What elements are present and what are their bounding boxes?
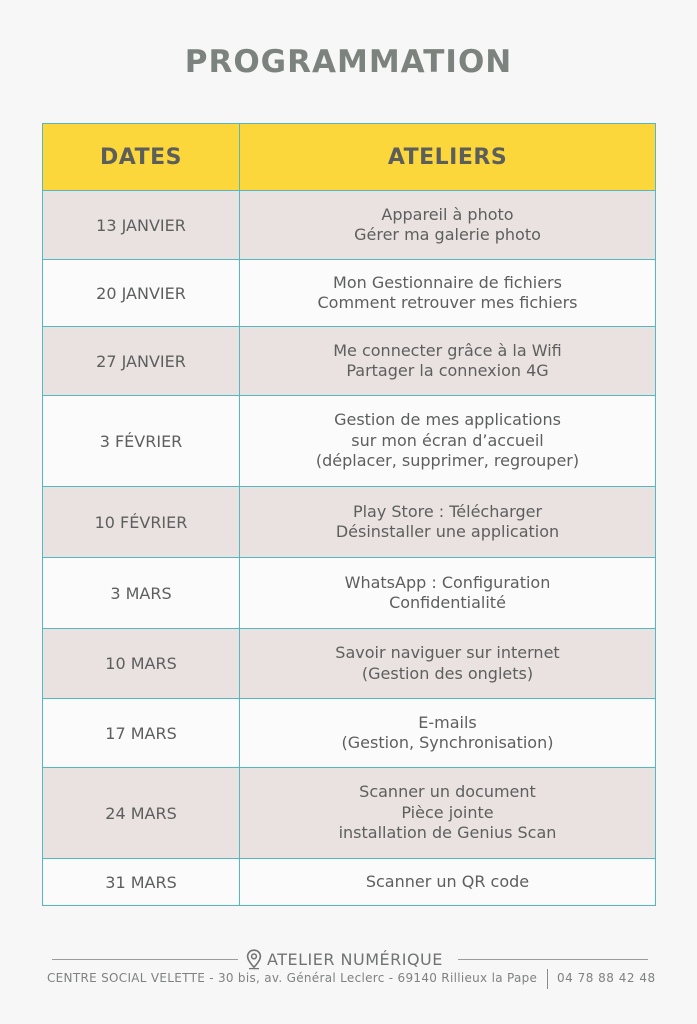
row-atelier <box>240 629 656 699</box>
header-ateliers: ATELIERS <box>240 124 656 191</box>
row-atelier <box>240 699 656 768</box>
program-table <box>42 123 656 906</box>
location-pin-icon <box>246 949 262 970</box>
atelier-line: Confidentialité <box>389 593 506 612</box>
row-atelier <box>240 396 656 487</box>
row-atelier <box>240 558 656 629</box>
atelier-line: WhatsApp : Configuration <box>344 572 551 592</box>
table-header-row <box>43 124 656 191</box>
atelier-line: Partager la connexion 4G <box>346 361 549 380</box>
footer-separator <box>547 969 548 989</box>
atelier-line: Pièce jointe <box>401 802 494 822</box>
atelier-line: (Gestion, Synchronisation) <box>341 733 554 752</box>
atelier-line: Scanner un QR code <box>365 871 530 891</box>
atelier-line: Appareil à photo <box>381 204 514 224</box>
table-row <box>43 191 656 260</box>
row-atelier <box>240 768 656 859</box>
footer-brand <box>246 946 443 972</box>
atelier-line: Comment retrouver mes fichiers <box>317 293 578 312</box>
header-dates: DATES <box>43 124 240 191</box>
footer-address: CENTRE SOCIAL VELETTE - 30 bis, av. Général Leclerc - 69140 Rillieux la Pape <box>47 971 538 985</box>
atelier-line: E-mails <box>418 712 477 732</box>
atelier-line: Gestion de mes applications <box>334 410 561 430</box>
row-date: 10 MARS <box>43 629 240 699</box>
row-date: 17 MARS <box>43 699 240 768</box>
table-row <box>43 859 656 906</box>
row-date: 3 FÉVRIER <box>43 396 240 487</box>
table-row <box>43 260 656 327</box>
footer-divider-right <box>458 959 648 960</box>
atelier-line: Me connecter grâce à la Wifi <box>333 340 562 360</box>
footer <box>0 944 697 1014</box>
footer-brand-label: ATELIER NUMÉRIQUE <box>267 949 443 969</box>
table-row <box>43 487 656 558</box>
row-date: 24 MARS <box>43 768 240 859</box>
table-row <box>43 396 656 487</box>
row-date: 13 JANVIER <box>43 191 240 260</box>
row-date: 31 MARS <box>43 859 240 906</box>
atelier-line: (Gestion des onglets) <box>361 663 534 683</box>
row-date: 20 JANVIER <box>43 260 240 327</box>
row-date: 27 JANVIER <box>43 327 240 396</box>
atelier-line: installation de Genius Scan <box>338 823 557 843</box>
atelier-line: Scanner un document <box>359 782 536 802</box>
row-atelier <box>240 859 656 906</box>
atelier-line: Savoir naviguer sur internet <box>335 643 560 662</box>
atelier-line: Play Store : Télécharger <box>352 501 543 521</box>
atelier-line: Gérer ma galerie photo <box>354 225 541 244</box>
row-date: 10 FÉVRIER <box>43 487 240 558</box>
table-row <box>43 558 656 629</box>
table-row <box>43 699 656 768</box>
row-atelier <box>240 260 656 327</box>
row-date: 3 MARS <box>43 558 240 629</box>
row-atelier <box>240 487 656 558</box>
table-row <box>43 768 656 859</box>
row-atelier <box>240 191 656 260</box>
atelier-line: (déplacer, supprimer, regrouper) <box>315 451 580 471</box>
footer-divider-left <box>52 959 238 960</box>
atelier-line: Désinstaller une application <box>335 522 560 541</box>
table-row <box>43 629 656 699</box>
footer-phone: 04 78 88 42 48 <box>557 971 656 985</box>
table-row <box>43 327 656 396</box>
page-title: PROGRAMMATION <box>184 44 513 80</box>
atelier-line: Mon Gestionnaire de fichiers <box>333 272 562 292</box>
row-atelier <box>240 327 656 396</box>
atelier-line: sur mon écran d’accueil <box>351 430 544 450</box>
